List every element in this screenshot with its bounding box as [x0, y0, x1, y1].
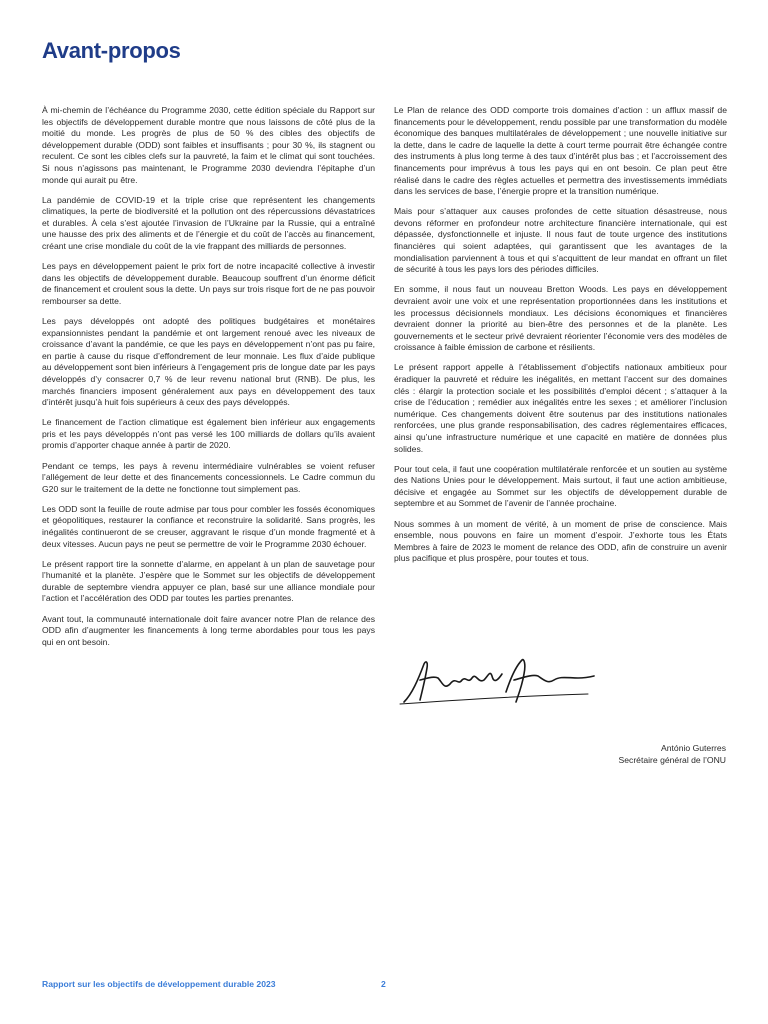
paragraph: Mais pour s’attaquer aux causes profondes de cette situation désastreuse, nous devons réformer en profondeur notre architecture financière internationale, qui est dépassée, dysfonctionnelle et injuste. Il nous faut de toute urgence des institutions financières qui soient adaptées, qui garantissent que les avantages de la mondialisation parviennent à tous et qui s’acquittent de leur mandat en offrant un filet de sécurité à tous les pays lors des périodes difficiles.	[394, 206, 727, 275]
paragraph: À mi-chemin de l’échéance du Programme 2030, cette édition spéciale du Rapport sur les objectifs de développement durable montre que nous laissons de côté plus de la moitié du monde. Les progrès de plus de 50 % des cibles des objectifs de développement durable (ODD) sont faibles et insuffisants ; pour 30 %, ils stagnent ou reculent. Ce sont les cibles clefs sur la pauvreté, la faim et le climat qui sont touchées. Si nous n’agissons pas maintenant, le Programme 2030 deviendra l’épitaphe d’un monde qui aurait pu être.	[42, 105, 375, 185]
paragraph: Avant tout, la communauté internationale doit faire avancer notre Plan de relance des ODD afin d’augmenter les financements à long terme abordables pour tous les pays qui en ont besoin.	[42, 613, 375, 647]
footer-report-title: Rapport sur les objectifs de développement durable 2023	[42, 979, 276, 989]
page-number: 2	[381, 979, 386, 989]
paragraph: Le Plan de relance des ODD comporte trois domaines d’action : un afflux massif de financements pour le développement, rendu possible par une transformation du modèle économique des banques multilatérales de développement ; une nouvelle initiative sur la dette, dans le cadre de laquelle la dette à court terme pourrait être échangée contre des instruments à plus long terme à des taux d’intérêt plus bas ; et l’accroissement des financements pour imprévus à tous les pays qui en ont besoin. Ce plan peut être réalisé dans le cadre des règles actuelles et permettra des investissements immédiats dans les services de base, l’énergie propre et la transition numérique.	[394, 105, 727, 197]
handwritten-signature	[398, 650, 598, 714]
signatory-name: António Guterres	[661, 743, 726, 753]
paragraph: Le financement de l’action climatique est également bien inférieur aux engagements pris et les pays développés n’ont pas versé les 100 milliards de dollars qu’ils avaient promis d’apporter chaque année à partir de 2020.	[42, 417, 375, 451]
left-column	[42, 105, 375, 657]
paragraph: Nous sommes à un moment de vérité, à un moment de prise de conscience. Mais ensemble, nous pouvons en faire un moment d’espoir. J’exhorte tous les États Membres à faire de 2023 le moment de relance des ODD, afin de construire un avenir plus pacifique et plus prospère, pour toutes et tous.	[394, 518, 727, 564]
paragraph: Les ODD sont la feuille de route admise par tous pour combler les fossés économiques et géopolitiques, restaurer la confiance et reconstruire la solidarité. Sans progrès, les inégalités continueront de se creuser, aggravant le risque d’un monde fragmenté et à deux vitesses. Aucun pays ne peut se permettre de voir le Programme 2030 échouer.	[42, 503, 375, 549]
paragraph: Pendant ce temps, les pays à revenu intermédiaire vulnérables se voient refuser l’allégement de leur dette et des financements concessionnels. Le Cadre commun du G20 sur le traitement de la dette ne fonctionne tout simplement pas.	[42, 460, 375, 494]
paragraph: Le présent rapport appelle à l’établissement d’objectifs nationaux ambitieux pour éradiquer la pauvreté et réduire les inégalités, en mettant l’accent sur des domaines clés : élargir la protection sociale et les possibilités d’emploi décent ; s’attaquer à la crise de l’éducation ; remédier aux inégalités entre les sexes ; et améliorer l’inclusion numérique. Ces changements doivent être soutenus par des institutions nationales renforcées, une plus grande responsabilisation, des cadres réglementaires efficaces, ainsi qu’une infrastructure numérique et une capacité en matière de données plus solides.	[394, 362, 727, 454]
page-title: Avant-propos	[42, 38, 181, 63]
paragraph: Pour tout cela, il faut une coopération multilatérale renforcée et un soutien au système des Nations Unies pour le développement. Mais surtout, il faut une action ambitieuse, décisive et engagée au Sommet sur les objectifs de développement durable de septembre et au Sommet de l’avenir de l’année prochaine.	[394, 463, 727, 509]
paragraph: Le présent rapport tire la sonnette d’alarme, en appelant à un plan de sauvetage pour l’humanité et la planète. J’espère que le Sommet sur les objectifs de développement durable de septembre viendra appuyer ce plan, basé sur une alliance mondiale pour l’action et l’accélération des ODD par toutes les parties prenantes.	[42, 558, 375, 604]
signatory-title: Secrétaire général de l’ONU	[618, 755, 726, 765]
paragraph: Les pays en développement paient le prix fort de notre incapacité collective à investir dans les objectifs de développement durable. Beaucoup souffrent d’un énorme déficit de financement et croulent sous la dette. Un pays sur trois risque fort de ne pas pouvoir rembourser sa dette.	[42, 261, 375, 306]
right-column	[394, 105, 727, 573]
paragraph: Les pays développés ont adopté des politiques budgétaires et monétaires expansionnistes pendant la pandémie et ont largement renoué avec les niveaux de croissance d’avant la pandémie, ce que les pays en développement n’ont pas pu faire, en partie à cause du risque d’effondrement de leur monnaie. Les flux d’aide publique au développement sont bien inférieurs à l’engagement pris de longue date par les pays développés d’y consacrer 0,7 % de leur revenu national brut (RNB). De plus, les marchés financiers imposent généralement aux pays en développement des taux d’intérêt jusqu’à huit fois supérieurs à ceux des pays développés.	[42, 316, 375, 408]
paragraph: En somme, il nous faut un nouveau Bretton Woods. Les pays en développement devraient avoir une voix et une représentation proportionnées dans les institutions et les processus décisionnels mondiaux. Les décisions économiques et financières devraient donner la priorité au bien-être des personnes et de la planète. Les gouvernements et le secteur privé devraient réorienter l’économie vers des modèles de croissance à faible émission de carbone et résilients.	[394, 284, 727, 353]
paragraph: La pandémie de COVID-19 et la triple crise que représentent les changements climatiques, la perte de biodiversité et la pollution ont des répercussions dévastatrices et durables. À cela s’est ajoutée l’invasion de l’Ukraine par la Russie, qui a entraîné une hausse des prix des aliments et de l’énergie et du coût de l’accès au financement, créant une crise mondiale du coût de la vie frappant des milliards de personnes.	[42, 194, 375, 252]
